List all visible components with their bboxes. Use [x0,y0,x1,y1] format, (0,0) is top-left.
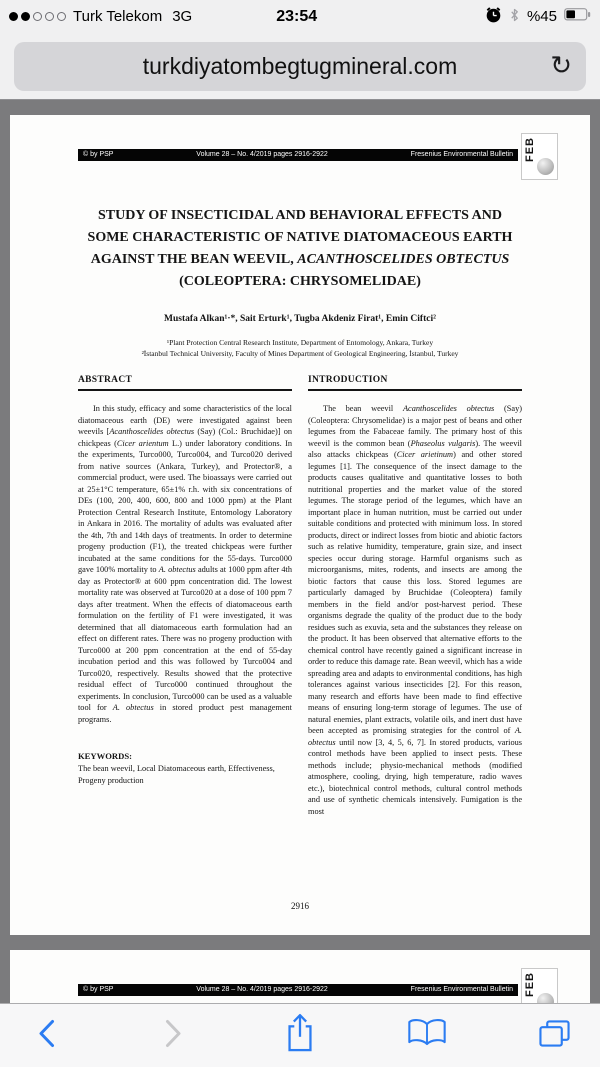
web-content[interactable] [0,100,600,1003]
journal-volume: Volume 28 – No. 4/2019 pages 2916-2922 [196,151,328,158]
paper-title: STUDY OF INSECTICIDAL AND BEHAVIORAL EFFECTS AND SOME CHARACTERISTIC OF NATIVE DIATOMACEOUS EARTH AGAINST THE BEAN WEEVIL, ACANTHOSCELIDES OBTECTUS (COLEOPTERA: CHRYSOMELIDAE) [87,208,513,289]
forward-button[interactable] [151,1014,195,1058]
journal-name: Fresenius Environmental Bulletin [410,151,513,158]
url-bar [0,33,600,100]
bookmarks-icon [406,1017,448,1055]
status-bar [0,0,600,33]
journal-name: Fresenius Environmental Bulletin [410,986,513,993]
abstract-heading: ABSTRACT [78,375,292,391]
introduction-heading: INTRODUCTION [308,375,522,391]
forward-icon [165,1019,182,1053]
url-text: turkdiyatombegtugmineral.com [142,53,458,79]
status-clock: 23:54 [276,7,318,25]
tabs-icon [537,1018,572,1054]
reload-icon[interactable]: ↻ [550,50,572,81]
keywords-heading: KEYWORDS: [78,751,132,761]
pdf-page-1 [10,115,590,935]
page-number: 2916 [291,901,309,911]
keywords-block [78,751,292,786]
carrier-label: Turk Telekom [73,8,163,25]
feb-logo-text: FEB [524,137,536,162]
introduction-column [308,375,522,817]
paper-authors: Mustafa Alkan¹·*, Sait Erturk¹, Tugba Akdeniz Firat¹, Emin Ciftci² [164,314,436,324]
back-icon [38,1019,55,1053]
abstract-text: In this study, efficacy and some characteristics of the local diatomaceous earth (DE) were investigated against been weevils [Acanthoscelides obtectus (Say) (Col.: Bruchidae)] on chickpeas (Cicer arientum L.) under laboratory conditions. In the experiments, Turco000, Turco004, and Turco020 derived from native sources (Ankara, Turkey), and Protector®, a commercial product, were used. The bioassays were carried out at 25±1°C temperature, 65±1% r.h. with six concentrations of DEs (100, 200, 400, 600, 800 and 1000 ppm) at the Plant Protection Central Research Institute, Entomology Laboratory in Ankara in 2016. The mortality of adults was evaluated after the 4th, 7th and 14th days of treatments. In order to determine progeny production (F1), the treated chickpeas were further incubated at the same conditions for the 55-days. Turco000 gave 100% mortality to A. obtectus adults at 1000 ppm after 4th day as Protector® at 600 ppm concentration did. The lowest mortality rate was observed at Turco020 at a dose of 100 ppm 7 days after treatment. When the effects of diatomaceous earth formulation on the fertility of F1 were investigated, it was determined that all diatomaceous earth formulation had an effect on different rates. There was no progeny production with Turco000 at 200 ppm concentration at the end of 55-day incubation period and this was followed by Turco004 and Turco020, respectively. Results showed that the protective residual effect of Turco000 continued throughout the experiments. In conclusion, Turco000 can be used as a valuable tool for A. obtectus in stored product pest management programs. [78,404,292,724]
bluetooth-icon [509,7,520,27]
signal-dots [9,12,66,21]
journal-volume: Volume 28 – No. 4/2019 pages 2916-2922 [196,986,328,993]
feb-logo-text: FEB [524,972,536,997]
share-icon [281,1012,319,1059]
journal-header-bar [78,984,518,996]
network-type-label: 3G [172,8,193,25]
alarm-icon [485,6,502,27]
feb-logo-sphere-icon [537,993,554,1003]
journal-header-bar [78,149,518,161]
pdf-page-2 [10,950,590,1003]
feb-logo [521,133,558,180]
feb-logo-sphere-icon [537,158,554,175]
browser-toolbar [0,1003,600,1067]
keywords-text: The bean weevil, Local Diatomaceous earth, Effectiveness, Progeny production [78,764,275,785]
abstract-column [78,375,292,817]
back-button[interactable] [24,1014,68,1058]
feb-logo [521,968,558,1003]
affiliation-1: ¹Plant Protection Central Research Institute, Department of Entomology, Ankara, Turkey [166,338,434,347]
address-field[interactable] [14,42,586,91]
tabs-button[interactable] [532,1014,576,1058]
paper-affiliations [10,337,590,359]
share-button[interactable] [278,1014,322,1058]
affiliation-2: ²İstanbul Technical University, Faculty of Mines Department of Geological Engineering, İstanbul, Turkey [141,349,459,358]
journal-copyright: © by PSP [83,151,114,158]
battery-percent-label: %45 [526,8,557,25]
introduction-text: The bean weevil Acanthoscelides obtectus (Say) (Coleoptera: Chrysomelidae) is a major pest of beans and other legumes from the Fabaceae family. The primary host of this weevil is the common bean (Phaseolus vulgaris). The weevil also attacks chickpeas (Cicer arietinum) and other stored legumes [1]. The consequence of the insect damage to the products causes qualitative and quantitative losses to both nutritional properties and the market value of the stored legumes. The storage period of the legumes, which have an important place in human nutrition, must be carried out under suitable conditions and protected with minimum loss. In stored products, direct or indirect losses from biotic and abiotic factors such as relative humidity, temperature, grain size, and insect species occur during storage. Harmful organisms such as microorganisms, mites, rodents, and insects are among the biotic factors that cause this loss. Stored legumes are particularly damaged by Bruchidae (Coleoptera) family members in the field and/or post-harvest period. These organisms degrade the quality of the product due to the body residues such as exuvia, seta and the substances they release on the product. It has been observed that alternative efforts to the chemical control have recently gained a significant increase in order to reduce this damage rate. Bean weevil, which has a wide spreading area and adapts to environmental conditions, has high tolerances against various insecticides [2]. For this reason, many research and efforts have been made to find effective means of ensuring long-term storage of legumes. The use of natural enemies, plant extracts, volatile oils, and inert dust have been accepted as promising strategies for the control of A. obtectus until now [3, 4, 5, 6, 7]. In stored products, various control methods have been applied to insect pests. These methods include; physio-mechanical methods (modified atmosphere, cooling, drying, high temperature, radio waves etc.), biotechnical control methods, cultural control methods and use of synthetic chemicals intensively. Fumigation is the most [308,404,522,816]
bookmarks-button[interactable] [405,1014,449,1058]
journal-copyright: © by PSP [83,986,114,993]
battery-icon [564,8,591,25]
